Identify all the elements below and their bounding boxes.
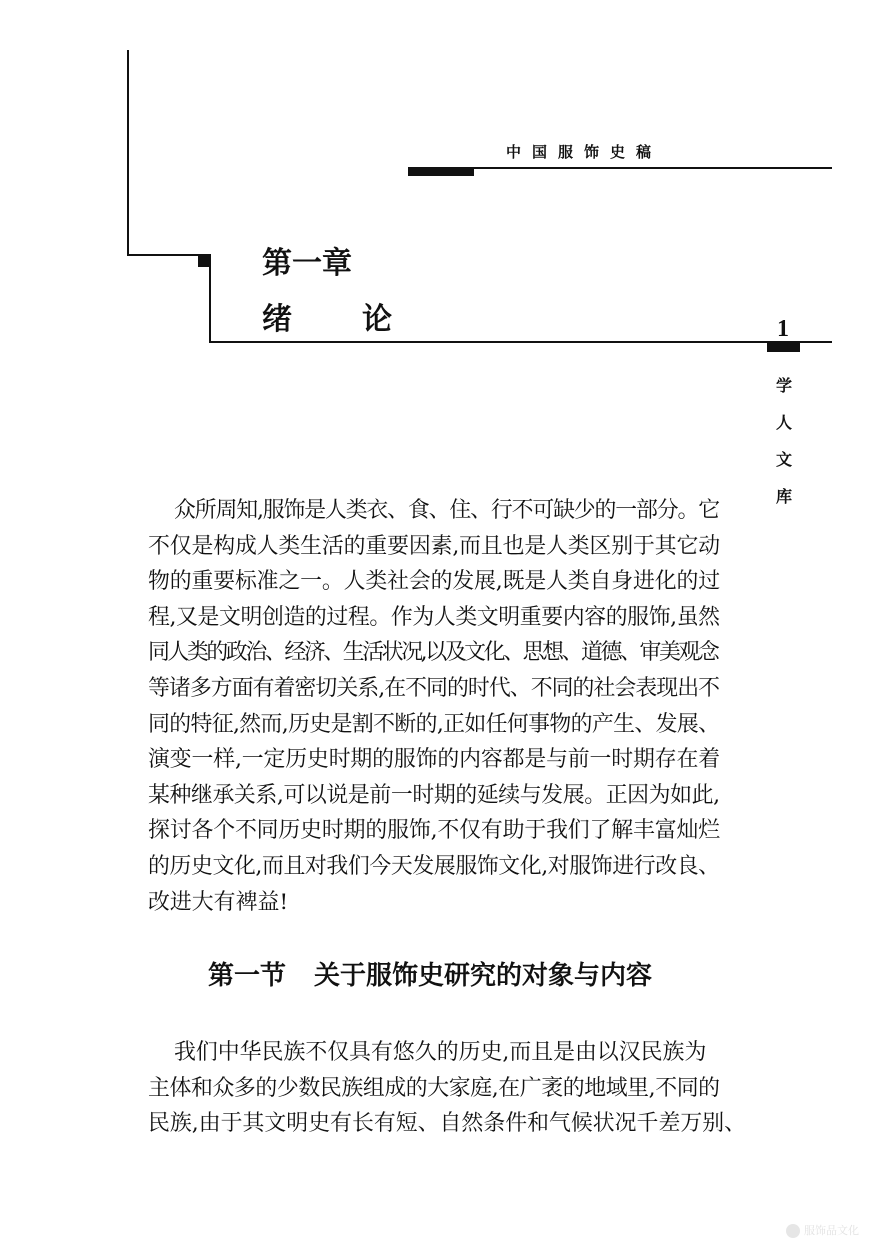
text-line: 探讨各个不同历史时期的服饰,不仅有助于我们了解丰富灿烂 xyxy=(148,818,720,844)
series-label-char: 学 xyxy=(775,376,792,395)
text-line: 物的重要标准之一。人类社会的发展,既是人类自身进化的过 xyxy=(148,569,720,595)
watermark xyxy=(786,1222,859,1240)
series-label-vertical xyxy=(774,376,794,524)
chapter-number: 第一章 xyxy=(262,246,352,281)
text-line: 主体和众多的少数民族组成的大家庭,在广袤的地域里,不同的 xyxy=(148,1075,720,1101)
running-head-book-title: 中国服饰史稿 xyxy=(506,143,663,161)
frame-vertical-line-top xyxy=(127,50,129,256)
section-heading xyxy=(208,958,652,994)
series-label-char: 文 xyxy=(775,450,792,469)
chapter-title xyxy=(262,302,462,338)
text-line: 同人类的政治、经济、生活状况,以及文化、思想、道德、审美观念 xyxy=(148,640,718,666)
text-line: 等诸多方面有着密切关系,在不同的时代、不同的社会表现出不 xyxy=(148,675,720,701)
text-line: 我们中华民族不仅具有悠久的历史,而且是由以汉民族为 xyxy=(174,1040,707,1065)
chapter-title-char: 绪 xyxy=(262,302,362,337)
second-paragraph xyxy=(148,1035,747,1142)
frame-horizontal-line-lower xyxy=(209,341,832,343)
intro-paragraph xyxy=(148,493,720,920)
running-head-rule xyxy=(474,167,832,169)
series-label-char: 库 xyxy=(775,487,792,506)
text-line: 同的特征,然而,历史是割不断的,正如任何事物的产生、发展、 xyxy=(148,711,720,737)
watermark-text: 服饰品文化 xyxy=(804,1224,859,1237)
page-number-tab xyxy=(767,342,800,352)
text-line: 不仅是构成人类生活的重要因素,而且也是人类区别于其它动 xyxy=(148,533,720,559)
series-label-char: 人 xyxy=(775,413,792,432)
text-line: 演变一样,一定历史时期的服饰的内容都是与前一时期存在着 xyxy=(148,747,720,773)
frame-vertical-line-lower xyxy=(209,255,211,343)
text-line: 民族,由于其文明史有长有短、自然条件和气候状况千差万别、 xyxy=(148,1111,747,1137)
watermark-logo-icon xyxy=(786,1224,800,1238)
section-number: 第一节 xyxy=(208,961,287,991)
text-line: 程,又是文明创造的过程。作为人类文明重要内容的服饰,虽然 xyxy=(148,604,720,630)
page-number: 1 xyxy=(777,316,789,342)
running-head-bar-thick xyxy=(408,167,474,176)
section-title: 关于服饰史研究的对象与内容 xyxy=(314,961,653,991)
chapter-title-char: 论 xyxy=(362,302,462,337)
text-line: 改进大有裨益! xyxy=(148,889,289,915)
text-line: 某种继承关系,可以说是前一时期的延续与发展。正因为如此, xyxy=(148,782,720,808)
text-line: 的历史文化,而且对我们今天发展服饰文化,对服饰进行改良、 xyxy=(148,853,720,879)
text-line: 众所周知,服饰是人类衣、食、住、行不可缺少的一部分。它 xyxy=(174,498,719,523)
